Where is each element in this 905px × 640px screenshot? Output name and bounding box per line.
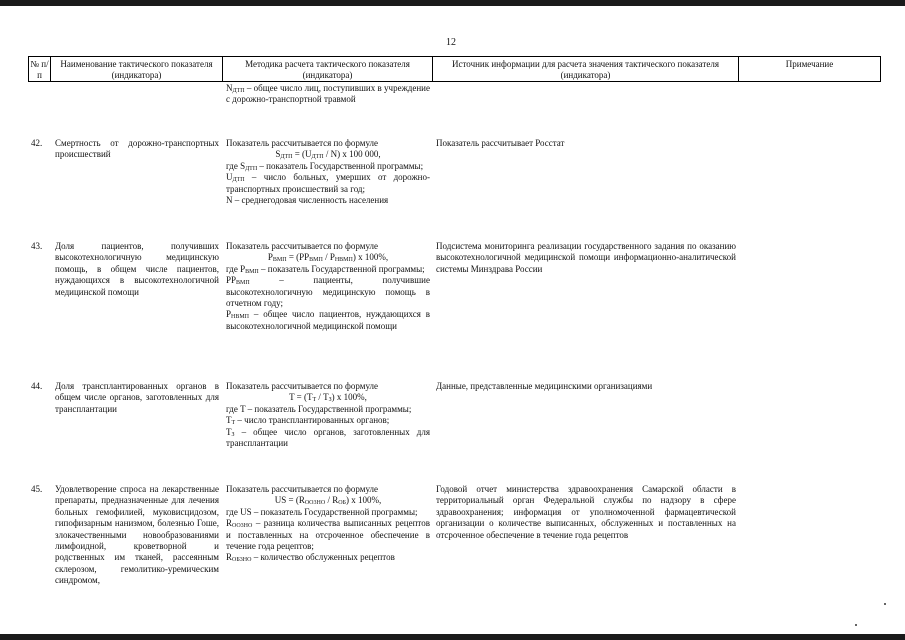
bottom-edge-bar bbox=[0, 634, 905, 640]
row42-formula: $S_{ДТП} = (U_{ДТП} / N)$ x 100 000, bbox=[275, 149, 381, 161]
row45-name: Удовлетворение спроса на лекарственные препараты, предназначенные для лечения больных гемофилией, муковисцидозом, гипофизарным нанизмом, болезнью Гоше, злокачественными новообразованиями лимфоидной, кроветворной и родственных им тканей, рассеянным склерозом, гемолитико-уремическим синдромом, bbox=[55, 484, 219, 586]
row45-method: Показатель рассчитывается по формуле US = $(R_{ОО3НО} / R_{ОБ})$ x 100%, где US – показатель Государственной программы; $R_{ОО3НО}$ – разница количества выписанных рецептов и поставленных на отсроченное обеспечение в течение года рецептов; $R_{ОБ3НО}$ – количество обслуженных рецептов bbox=[226, 484, 430, 564]
row43-name: Доля пациентов, получивших высокотехнологичную медицинскую помощь, в общем числе пациентов, нуждающихся в высокотехнологичной медицинской помощи bbox=[55, 241, 219, 297]
row44-method: Показатель рассчитывается по формуле $T = (T_Т / T_З)$ x 100%, где T – показатель Государственной программы; $T_Т$ – число трансплантированных органов; $T_З$ – общее число органов, заготовленных для трансплантации bbox=[226, 381, 430, 449]
row44-number: 44. bbox=[31, 381, 43, 391]
row42-source: Показатель рассчитывает Росстат bbox=[436, 138, 565, 148]
page-number: 12 bbox=[446, 37, 456, 48]
top-edge-bar bbox=[0, 0, 905, 6]
row45-number: 45. bbox=[31, 484, 43, 494]
header-col-number: № п/п bbox=[28, 56, 51, 82]
header-col-name: Наименование тактического показателя (индикатора) bbox=[50, 56, 223, 82]
header-col-note: Примечание bbox=[738, 56, 881, 82]
row44-source: Данные, представленные медицинскими организациями bbox=[436, 381, 653, 391]
row42-name: Смертность от дорожно-транспортных происшествий bbox=[55, 138, 219, 160]
row43-method: Показатель рассчитывается по формуле $P_{ВМП} = (PP_{ВМП} / P_{НВМП})$ x 100%, где $P_{ВМП}$ – показатель Государственной программы; $PP_{ВМП}$ – пациенты, получившие высокотехнологичную медицинскую помощь в отчетном году; $P_{НВМП}$ – общее число пациентов, нуждающихся в высокотехнологичной медицинской помощи bbox=[226, 241, 430, 331]
scan-speck bbox=[855, 624, 857, 626]
row42-number: 42. bbox=[31, 138, 43, 148]
scan-speck bbox=[884, 603, 886, 605]
row44-name: Доля трансплантированных органов в общем числе органов, заготовленных для трансплантации bbox=[55, 381, 219, 414]
row45-formula: US = $(R_{ОО3НО} / R_{ОБ})$ x 100%, bbox=[274, 495, 382, 507]
row44-formula: $T = (T_Т / T_З)$ x 100%, bbox=[289, 392, 367, 404]
row45-source: Годовой отчет министерства здравоохранения Самарской области в территориальный орган Федеральной службы по надзору в сфере здравоохранения; информация от уполномоченной фармацевтической организации о количестве выписанных, обслуженных и поставленных на отсроченное обеспечение в течение года рецептов bbox=[436, 484, 736, 540]
header-col-method: Методика расчета тактического показателя (индикатора) bbox=[222, 56, 433, 82]
row43-number: 43. bbox=[31, 241, 43, 251]
header-col-source: Источник информации для расчета значения тактического показателя (индикатора) bbox=[432, 56, 739, 82]
row43-source: Подсистема мониторинга реализации государственного задания по оказанию высокотехнологичной медицинской помощи информационно-аналитической системы Минздрава России bbox=[436, 241, 736, 274]
row42-method: Показатель рассчитывается по формуле $S_{ДТП} = (U_{ДТП} / N)$ x 100 000, где $S_{ДТП}$ – показатель Государственной программы; $U_{ДТП}$ – число больных, умерших от дорожно-транспортных происшествий за год; N – среднегодовая численность населения bbox=[226, 138, 430, 206]
row43-formula: $P_{ВМП} = (PP_{ВМП} / P_{НВМП})$ x 100%, bbox=[267, 252, 389, 264]
row41-continuation: $N_{ДТП}$ – общее число лиц, поступивших в учреждение с дорожно-транспортной травмой bbox=[226, 83, 430, 105]
